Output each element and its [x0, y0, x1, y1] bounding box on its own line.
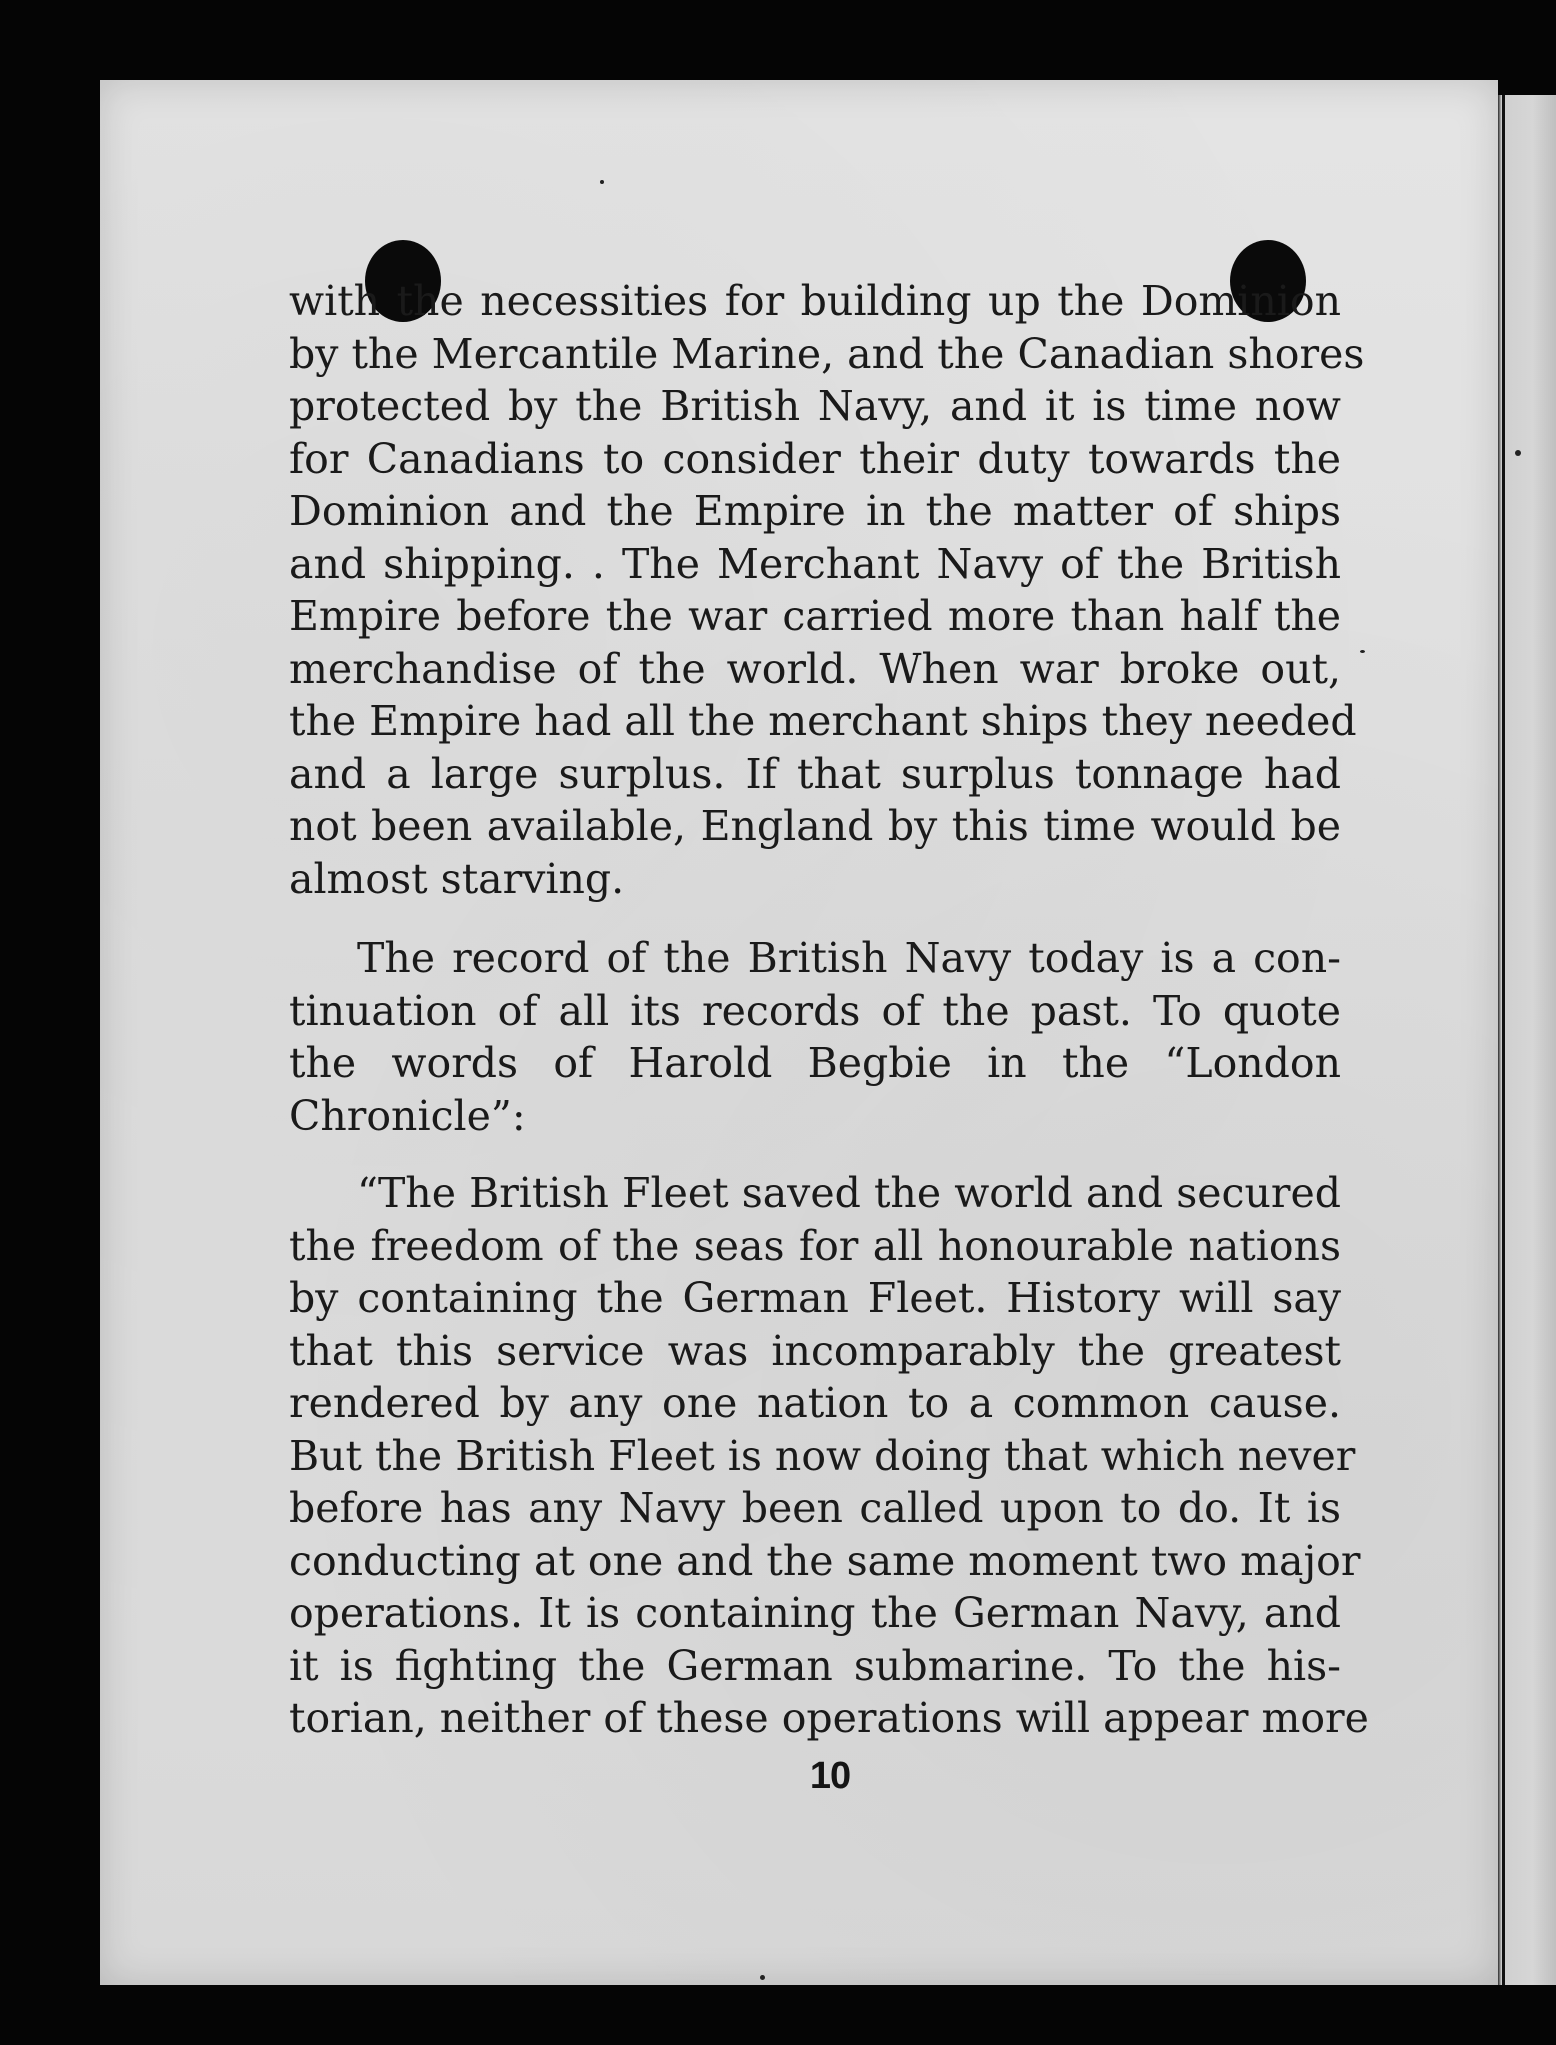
- text-line: with the necessities for building up the Dominion: [289, 277, 1341, 325]
- paragraph-3-quote: [289, 1167, 1369, 1745]
- adjacent-page-edge: [1498, 95, 1556, 1985]
- dust-speck: [760, 1975, 765, 1980]
- text-line: Empire before the war carried more than half the: [289, 592, 1341, 640]
- text-line: conducting at one and the same moment two major: [289, 1536, 1361, 1585]
- page-number: 10: [809, 1755, 851, 1797]
- dust-speck: [600, 180, 604, 184]
- text-line: Dominion and the Empire in the matter of ships: [289, 487, 1341, 535]
- text-line: for Canadians to consider their duty towards the: [289, 434, 1341, 483]
- text-line: and a large surplus. If that surplus tonnage had: [289, 749, 1341, 798]
- text-line: it is fighting the German submarine. To the his-: [289, 1641, 1341, 1690]
- text-line: “The British Fleet saved the world and secured: [357, 1169, 1341, 1217]
- text-line: by containing the German Fleet. History will say: [289, 1274, 1341, 1322]
- text-line: before has any Navy been called upon to do. It is: [289, 1484, 1341, 1532]
- page-edge-line: [1502, 95, 1505, 1985]
- dust-speck: [1515, 450, 1521, 456]
- text-line: by the Mercantile Marine, and the Canadian shores: [289, 329, 1365, 378]
- paragraph-2: [289, 932, 1341, 1142]
- text-line: almost starving.: [289, 854, 625, 903]
- text-line: The record of the British Navy today is a con-: [357, 934, 1341, 982]
- text-line: torian, neither of these operations will appear more: [289, 1694, 1369, 1742]
- text-line: the freedom of the seas for all honourable nations: [289, 1221, 1341, 1270]
- text-line: that this service was incomparably the greatest: [289, 1326, 1341, 1375]
- text-line: not been available, England by this time would be: [289, 802, 1341, 850]
- text-line: merchandise of the world. When war broke out,: [289, 644, 1341, 693]
- dust-speck: [1360, 650, 1365, 653]
- text-line: and shipping. . The Merchant Navy of the British: [289, 539, 1341, 588]
- text-line: protected by the British Navy, and it is time now: [289, 382, 1341, 430]
- text-line: operations. It is containing the German Navy, and: [289, 1589, 1341, 1637]
- text-line: Chronicle”:: [289, 1091, 526, 1140]
- text-line: the words of Harold Begbie in the “London: [289, 1039, 1341, 1087]
- text-line: the Empire had all the merchant ships they needed: [289, 697, 1357, 745]
- text-line: rendered by any one nation to a common cause.: [289, 1379, 1341, 1427]
- paragraph-1: [289, 275, 1365, 905]
- text-line: But the British Fleet is now doing that which never: [289, 1431, 1356, 1480]
- text-line: tinuation of all its records of the past. To quote: [289, 986, 1341, 1035]
